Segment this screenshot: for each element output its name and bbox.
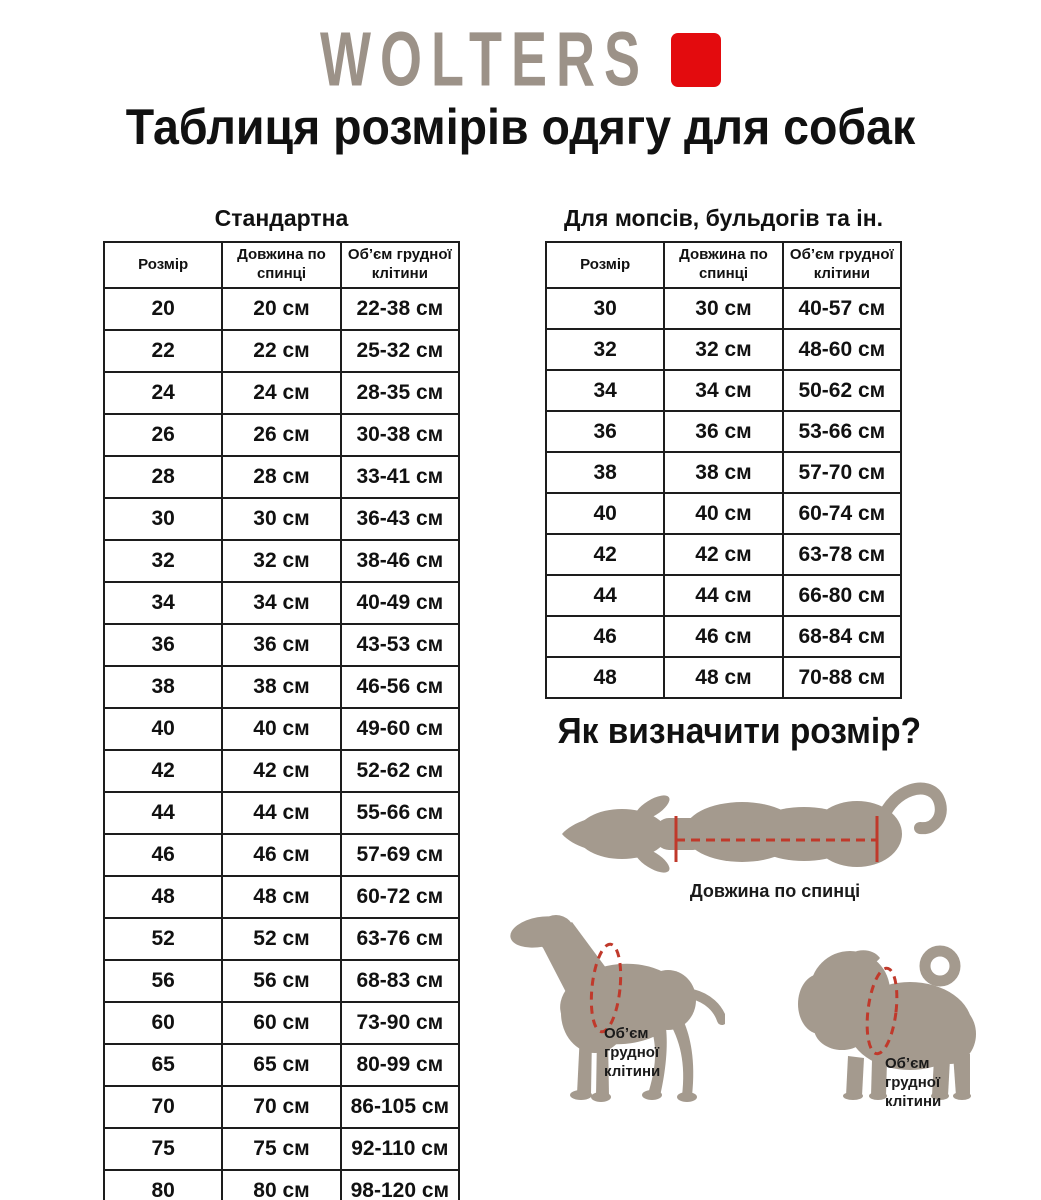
table-cell: 24 см <box>222 372 340 414</box>
table-row <box>546 288 901 329</box>
table-cell: 32 <box>546 329 664 370</box>
table-cell: 46-56 см <box>341 666 459 708</box>
table-cell: 34 см <box>222 582 340 624</box>
table-row <box>104 456 459 498</box>
table-row <box>104 960 459 1002</box>
table-cell: 20 см <box>222 288 340 330</box>
chest-label: Об’єм грудної клітини <box>604 1025 661 1081</box>
table-cell: 36-43 см <box>341 498 459 540</box>
standard-table-section <box>103 205 460 1200</box>
table-cell: 53-66 см <box>783 411 901 452</box>
table-cell: 28 <box>104 456 222 498</box>
table-cell: 36 <box>104 624 222 666</box>
column-header-size: Розмір <box>104 242 222 288</box>
table-row <box>546 575 901 616</box>
table-row <box>104 498 459 540</box>
table-cell: 60-72 см <box>341 876 459 918</box>
back-length-label: Довжина по спинці <box>689 881 861 901</box>
table-row <box>546 657 901 698</box>
table-cell: 63-78 см <box>783 534 901 575</box>
table-cell: 40 <box>546 493 664 534</box>
brand-logo-text: WOLTERS <box>320 17 649 103</box>
table-row <box>104 1044 459 1086</box>
table-cell: 34 <box>104 582 222 624</box>
table-row <box>104 540 459 582</box>
table-cell: 56 см <box>222 960 340 1002</box>
table-cell: 86-105 см <box>341 1086 459 1128</box>
column-header-chest: Об’єм грудної клітини <box>341 242 459 288</box>
table-cell: 68-83 см <box>341 960 459 1002</box>
column-header-back-length: Довжина по спинці <box>222 242 340 288</box>
table-row <box>104 1170 459 1200</box>
table-cell: 30 см <box>664 288 782 329</box>
table-cell: 40 см <box>222 708 340 750</box>
column-header-size: Розмір <box>546 242 664 288</box>
table-row <box>104 792 459 834</box>
pug-table-title: Для мопсів, бульдогів та ін. <box>564 205 883 231</box>
table-cell: 46 см <box>664 616 782 657</box>
table-row <box>546 452 901 493</box>
table-cell: 46 см <box>222 834 340 876</box>
pug-size-table <box>545 241 902 699</box>
page-title: Таблиця розмірів одягу для собак <box>125 99 916 155</box>
table-cell: 60 <box>104 1002 222 1044</box>
table-cell: 49-60 см <box>341 708 459 750</box>
table-cell: 40-57 см <box>783 288 901 329</box>
table-header-row <box>546 242 901 288</box>
pug-curly-tail <box>925 951 955 981</box>
table-cell: 75 <box>104 1128 222 1170</box>
table-cell: 38-46 см <box>341 540 459 582</box>
table-cell: 60 см <box>222 1002 340 1044</box>
table-cell: 75 см <box>222 1128 340 1170</box>
table-cell: 30 см <box>222 498 340 540</box>
table-cell: 30 <box>104 498 222 540</box>
table-row <box>104 624 459 666</box>
table-cell: 26 см <box>222 414 340 456</box>
table-cell: 98-120 см <box>341 1170 459 1200</box>
column-header-back-length: Довжина по спинці <box>664 242 782 288</box>
table-row <box>104 288 459 330</box>
table-cell: 70 см <box>222 1086 340 1128</box>
table-cell: 55-66 см <box>341 792 459 834</box>
table-row <box>104 1086 459 1128</box>
table-cell: 32 см <box>222 540 340 582</box>
table-row <box>546 370 901 411</box>
table-cell: 73-90 см <box>341 1002 459 1044</box>
table-cell: 48-60 см <box>783 329 901 370</box>
table-cell: 36 <box>546 411 664 452</box>
table-cell: 22 см <box>222 330 340 372</box>
table-cell: 32 <box>104 540 222 582</box>
table-cell: 20 <box>104 288 222 330</box>
chest-label: Об’єм грудної клітини <box>885 1055 942 1111</box>
standard-table-title: Стандартна <box>214 205 349 231</box>
table-cell: 44 <box>546 575 664 616</box>
table-cell: 30 <box>546 288 664 329</box>
table-cell: 44 см <box>664 575 782 616</box>
table-cell: 25-32 см <box>341 330 459 372</box>
table-row <box>104 1002 459 1044</box>
table-cell: 48 <box>546 657 664 698</box>
dog-tail <box>692 994 722 1020</box>
table-cell: 40 см <box>664 493 782 534</box>
table-cell: 48 <box>104 876 222 918</box>
table-row <box>104 876 459 918</box>
table-cell: 42 см <box>222 750 340 792</box>
table-cell: 26 <box>104 414 222 456</box>
column-header-chest: Об’єм грудної клітини <box>783 242 901 288</box>
table-cell: 42 <box>104 750 222 792</box>
dog-top-view-silhouette <box>552 772 952 897</box>
table-row <box>104 1128 459 1170</box>
table-cell: 40-49 см <box>341 582 459 624</box>
table-row <box>104 918 459 960</box>
table-cell: 80 <box>104 1170 222 1200</box>
table-cell: 52-62 см <box>341 750 459 792</box>
standard-size-table <box>103 241 460 1200</box>
table-cell: 66-80 см <box>783 575 901 616</box>
pug-table-section <box>545 205 902 699</box>
table-cell: 52 <box>104 918 222 960</box>
table-header-row <box>104 242 459 288</box>
table-cell: 44 <box>104 792 222 834</box>
table-row <box>546 329 901 370</box>
table-cell: 92-110 см <box>341 1128 459 1170</box>
table-cell: 34 см <box>664 370 782 411</box>
table-cell: 52 см <box>222 918 340 960</box>
table-cell: 46 <box>546 616 664 657</box>
table-cell: 70 <box>104 1086 222 1128</box>
table-cell: 57-69 см <box>341 834 459 876</box>
table-row <box>546 616 901 657</box>
table-cell: 40 <box>104 708 222 750</box>
table-row <box>104 834 459 876</box>
table-cell: 80 см <box>222 1170 340 1200</box>
table-cell: 60-74 см <box>783 493 901 534</box>
table-cell: 48 см <box>664 657 782 698</box>
table-cell: 46 <box>104 834 222 876</box>
table-cell: 50-62 см <box>783 370 901 411</box>
table-row <box>546 534 901 575</box>
table-cell: 22 <box>104 330 222 372</box>
table-cell: 38 см <box>664 452 782 493</box>
table-cell: 34 <box>546 370 664 411</box>
table-cell: 22-38 см <box>341 288 459 330</box>
table-cell: 65 <box>104 1044 222 1086</box>
table-cell: 80-99 см <box>341 1044 459 1086</box>
table-cell: 33-41 см <box>341 456 459 498</box>
table-cell: 36 см <box>664 411 782 452</box>
table-cell: 38 <box>546 452 664 493</box>
table-cell: 43-53 см <box>341 624 459 666</box>
table-cell: 63-76 см <box>341 918 459 960</box>
table-cell: 56 <box>104 960 222 1002</box>
table-cell: 28 см <box>222 456 340 498</box>
table-cell: 24 <box>104 372 222 414</box>
table-cell: 30-38 см <box>341 414 459 456</box>
table-cell: 42 <box>546 534 664 575</box>
table-cell: 44 см <box>222 792 340 834</box>
table-cell: 38 <box>104 666 222 708</box>
table-row <box>546 411 901 452</box>
table-row <box>104 750 459 792</box>
table-cell: 38 см <box>222 666 340 708</box>
table-cell: 65 см <box>222 1044 340 1086</box>
table-cell: 48 см <box>222 876 340 918</box>
table-row <box>104 582 459 624</box>
table-cell: 36 см <box>222 624 340 666</box>
how-to-title: Як визначити розмір? <box>557 710 922 751</box>
table-cell: 70-88 см <box>783 657 901 698</box>
table-cell: 28-35 см <box>341 372 459 414</box>
brand-logo-red-square-icon <box>671 33 721 87</box>
table-cell: 42 см <box>664 534 782 575</box>
table-row <box>546 493 901 534</box>
table-cell: 57-70 см <box>783 452 901 493</box>
table-row <box>104 414 459 456</box>
table-row <box>104 330 459 372</box>
table-row <box>104 666 459 708</box>
table-row <box>104 372 459 414</box>
table-cell: 68-84 см <box>783 616 901 657</box>
table-row <box>104 708 459 750</box>
table-cell: 32 см <box>664 329 782 370</box>
brand-logo <box>0 17 1041 103</box>
